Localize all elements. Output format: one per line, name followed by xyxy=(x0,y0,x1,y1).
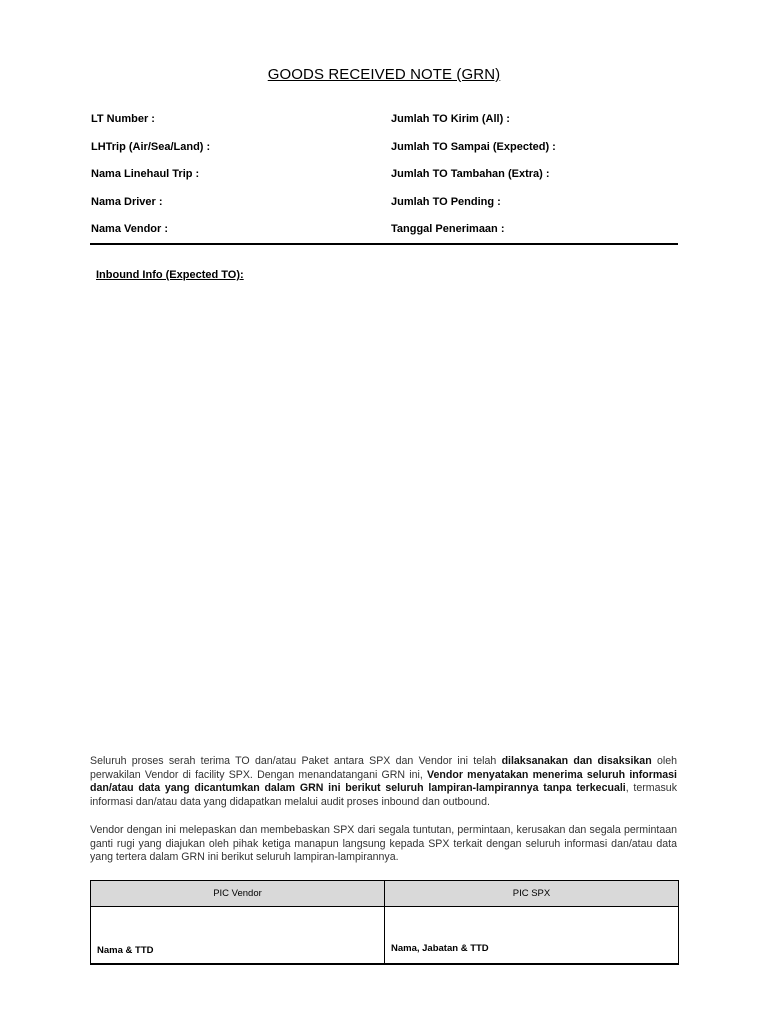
field-tanggal-penerimaan: Tanggal Penerimaan : xyxy=(391,223,505,236)
signature-body-row xyxy=(91,907,679,965)
paragraph-bold-text: Vendor menyatakan menerima seluruh informasi dan/atau data yang dicantumkan dalam GRN ini berikut seluruh lampiran-lampirannya tanpa terkecuali xyxy=(90,768,678,794)
statement-paragraph-1 xyxy=(90,755,677,809)
signature-label-vendor: Nama & TTD xyxy=(97,945,154,956)
field-nama-driver: Nama Driver : xyxy=(91,195,163,208)
paragraph-text: Seluruh proses serah terima TO dan/atau Paket antara SPX dan Vendor ini telah xyxy=(90,755,502,767)
field-row xyxy=(91,168,678,196)
signature-table xyxy=(90,880,679,965)
paragraph-text: , termasuk informasi dan/atau data yang didapatkan melalui audit proses inbound dan outbound. xyxy=(90,782,677,808)
field-jumlah-to-sampai: Jumlah TO Sampai (Expected) : xyxy=(391,140,556,153)
field-row xyxy=(91,141,678,169)
document-title: GOODS RECEIVED NOTE (GRN) xyxy=(267,66,501,83)
field-nama-linehaul-trip: Nama Linehaul Trip : xyxy=(91,168,200,181)
field-row xyxy=(91,113,678,141)
paragraph-bold-text: dilaksanakan dan disaksikan xyxy=(501,755,652,767)
field-jumlah-to-kirim: Jumlah TO Kirim (All) : xyxy=(391,113,510,125)
header-pic-spx: PIC SPX xyxy=(385,881,679,907)
header-divider xyxy=(90,243,678,245)
inbound-info-heading: Inbound Info (Expected TO): xyxy=(96,269,244,281)
field-jumlah-to-pending: Jumlah TO Pending : xyxy=(391,195,501,208)
paragraph-text: oleh perwakilan Vendor di facility SPX. Dengan menandatangani GRN ini, xyxy=(90,755,677,781)
signature-cell-spx xyxy=(385,907,679,965)
field-nama-vendor: Nama Vendor : xyxy=(91,223,169,236)
signature-cell-vendor xyxy=(91,907,385,965)
statement-paragraph-2: Vendor dengan ini melepaskan dan membebaskan SPX dari segala tuntutan, permintaan, kerusakan dan segala permintaan ganti rugi yang diajukan oleh pihak ketiga manapun langsung kepada SPX terkait dengan seluruh informasi dan/atau data yang tertera dalam GRN ini berikut seluruh lampiran-lampirannya. xyxy=(90,824,677,863)
signature-label-spx: Nama, Jabatan & TTD xyxy=(391,943,489,954)
field-row xyxy=(91,223,678,251)
field-jumlah-to-tambahan: Jumlah TO Tambahan (Extra) : xyxy=(391,168,550,181)
header-pic-vendor: PIC Vendor xyxy=(91,881,385,907)
header-fields xyxy=(91,113,678,251)
field-lt-number: LT Number : xyxy=(91,113,155,125)
field-lhtrip: LHTrip (Air/Sea/Land) : xyxy=(91,140,211,153)
signature-header-row xyxy=(91,881,679,907)
field-row xyxy=(91,196,678,224)
